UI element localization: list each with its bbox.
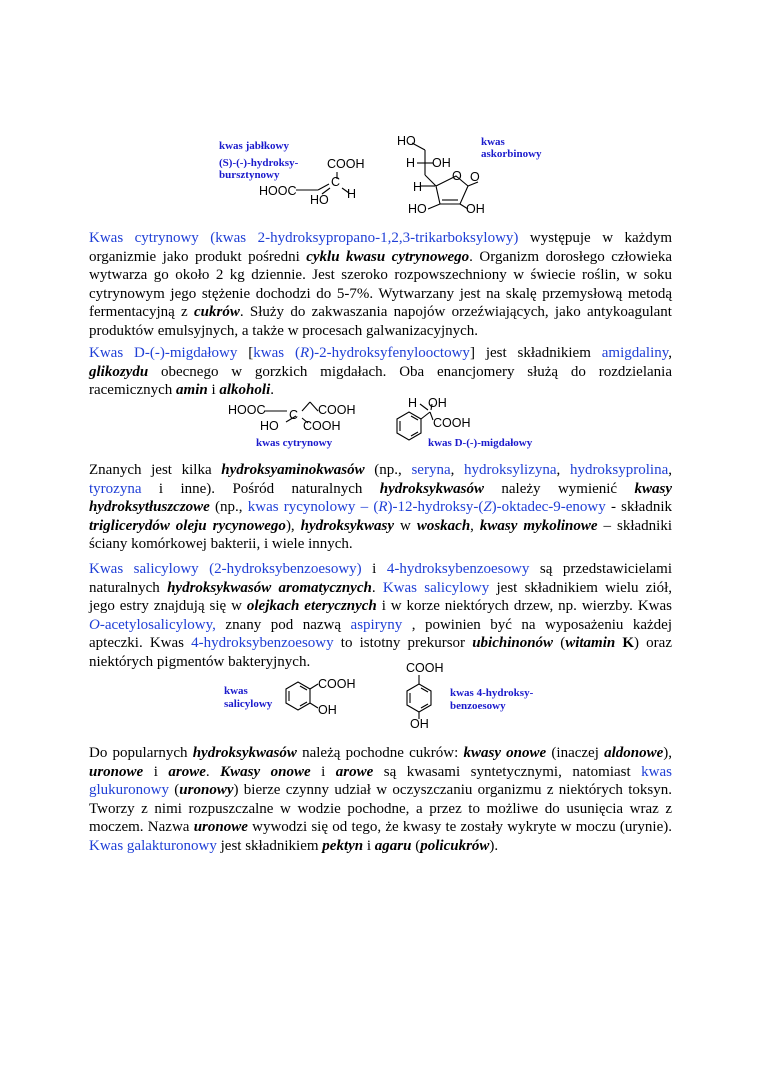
paragraph-salicylic: Kwas salicylowy (2-hydroksybenzoesowy) i 4-hydroksybenzoesowy są przedstawicielami naturalnych hydroksykwasów aromatycznych. Kwas salicylowy jest składnikiem wielu ziół, jego estry znajdują się w olejkach eterycznych i w korze niektórych drzew, np. wierzby. Kwas O-acetylosalicylowy, znany pod nazwą aspiryny , powinien być na wyposażeniu każdej apteczki. Kwas 4-hydroksybenzoesowy to istotny prekursor ubichinonów (witamin K) oraz niektórych pigmentów bakteryjnych.	[89, 561, 673, 670]
ascorbic-o-ring: O	[452, 169, 462, 183]
paragraph-citric: Kwas cytrynowy (kwas 2-hydroksypropano-1,2,3-trikarboksylowy) występuje w każdym organizmie jako produkt pośredni cyklu kwasu cytrynowego. Organizm dorosłego człowieka wytwarza go około 2 kg dziennie. Jest szeroko rozpowszechniony w świecie roślin, w soku cytrynowym jego stężenie dochodzi do 5-7%. Wytwarzany jest na skalę przemysłową metodą fermentacyjną z cukrów. Służy do zakwaszania napojów orzeźwiających, jako antykoagulant produktów emulsyjnych, a także w procesach galwanizacyjnych.	[89, 230, 672, 339]
paragraph-mandelic: Kwas D-(-)-migdałowy [kwas (R)-2-hydroksyfenylooctowy] jest składnikiem amigdaliny, glikozydu obecnego w gorzkich migdałach. Oba enancjomery służą do rozdzielania racemicznych amin i alkoholi.	[89, 345, 673, 398]
malic-c: C	[331, 175, 341, 189]
phba-link-2[interactable]: 4-hydroksybenzoesowy	[191, 635, 334, 651]
glucuronic-acid-link[interactable]: kwas glukuronowy	[89, 763, 672, 798]
ascorbic-oh-bottom: OH	[466, 202, 485, 216]
salicylic-cooh: COOH	[318, 677, 356, 691]
ascorbic-o-carbonyl: O	[470, 170, 480, 184]
salicylic-label-2: salicylowy	[224, 698, 273, 710]
hydroxylysine-link[interactable]: hydroksylizyna	[464, 462, 557, 478]
phba-cooh: COOH	[406, 661, 444, 675]
ricinoleic-acid-link[interactable]: kwas rycynolowy – (R)-12-hydroksy-(Z)-oktadec-9-enowy	[247, 499, 606, 515]
citric-acid-label: kwas cytrynowy	[256, 437, 333, 449]
paragraph-hydroxy-amino: Znanych jest kilka hydroksyaminokwasów (np., seryna, hydroksylizyna, hydroksyprolina, tyrozyna i inne). Pośród naturalnych hydroksykwasów należy wymienić kwasy hydroksytłuszczowe (np., kwas rycynolowy – (R)-12-hydroksy-(Z)-oktadec-9-enowy - składnik triglicerydów oleju rycynowego), hydroksykwasy w woskach, kwasy mykolinowe – składniki ściany komórkowej bakterii, i wiele innych.	[89, 462, 673, 552]
mandelic-h: H	[408, 396, 418, 410]
mandelic-acid-label: kwas D-(-)-migdałowy	[428, 437, 533, 449]
phba-link[interactable]: 4-hydroksybenzoesowy	[386, 561, 530, 577]
serine-link[interactable]: seryna	[411, 462, 451, 478]
malic-acid-sublabel-1: (S)-(-)-hydroksy-	[219, 157, 299, 169]
tyrosine-link[interactable]: tyrozyna	[89, 480, 142, 497]
citric-cooh1: COOH	[318, 403, 356, 417]
citric-acid-link[interactable]: Kwas cytrynowy (kwas 2-hydroksypropano-1,2,3-trikarboksylowy)	[89, 230, 519, 246]
ascorbic-oh1: OH	[432, 156, 451, 170]
ascorbic-h1: H	[406, 156, 416, 170]
citric-hooc: HOOC	[228, 403, 266, 417]
amygdalin-link[interactable]: amigdaliny	[601, 345, 669, 361]
ascorbic-label-1: kwas	[481, 136, 505, 148]
phba-label-1: kwas 4-hydroksy-	[450, 687, 534, 699]
ascorbic-h2: H	[413, 180, 423, 194]
malic-hooc: HOOC	[259, 184, 297, 198]
citric-c: C	[289, 408, 299, 422]
salicylic-oh: OH	[318, 703, 337, 717]
malic-h: H	[347, 187, 357, 201]
phba-oh: OH	[410, 717, 429, 731]
salicylic-acid-link-2[interactable]: Kwas salicylowy	[382, 579, 490, 596]
ascorbic-ho-bottom: HO	[408, 202, 427, 216]
ascorbic-label-2: askorbinowy	[481, 148, 542, 160]
salicylic-label-1: kwas	[224, 685, 248, 697]
malic-ho: HO	[310, 193, 329, 207]
ascorbic-ho-top: HO	[397, 134, 416, 148]
citric-ho: HO	[260, 419, 279, 433]
mandelic-acid-link[interactable]: Kwas D-(-)-migdałowy	[89, 345, 238, 361]
hydroxyproline-link[interactable]: hydroksyprolina	[569, 462, 669, 478]
malic-acid-sublabel-2: bursztynowy	[219, 169, 280, 181]
mandelic-iupac-link[interactable]: kwas (R)-2-hydroksyfenylooctowy	[253, 345, 470, 361]
citric-cooh2: COOH	[303, 419, 341, 433]
salicylic-acid-link[interactable]: Kwas salicylowy (2-hydroksybenzoesowy)	[89, 561, 362, 577]
malic-cooh: COOH	[327, 157, 365, 171]
galacturonic-acid-link[interactable]: Kwas galakturonowy	[89, 837, 217, 854]
paragraph-sugar-acids: Do popularnych hydroksykwasów należą pochodne cukrów: kwasy onowe (inaczej aldonowe), uronowe i arowe. Kwasy onowe i arowe są kwasami syntetycznymi, natomiast kwas glukuronowy (uronowy) bierze czynny udział w oczyszczaniu organizmu z niektórych toksyn. Tworzy z nimi rozpuszczalne w wodzie pochodne, a przez to możliwe do usunięcia wraz z moczem. Nazwa uronowe wywodzi się od tego, że kwasy te zostały wykryte w moczu (urynie). Kwas galakturonowy jest składnikiem pektyn i agaru (policukrów).	[89, 745, 673, 854]
mandelic-cooh: COOH	[433, 416, 471, 430]
phba-label-2: benzoesowy	[450, 700, 506, 712]
aspirin-link[interactable]: aspiryny	[350, 616, 403, 633]
mandelic-oh: OH	[428, 396, 447, 410]
acetylsalicylic-link[interactable]: O-acetylosalicylowy,	[89, 616, 216, 633]
malic-acid-label: kwas jabłkowy	[219, 140, 289, 152]
